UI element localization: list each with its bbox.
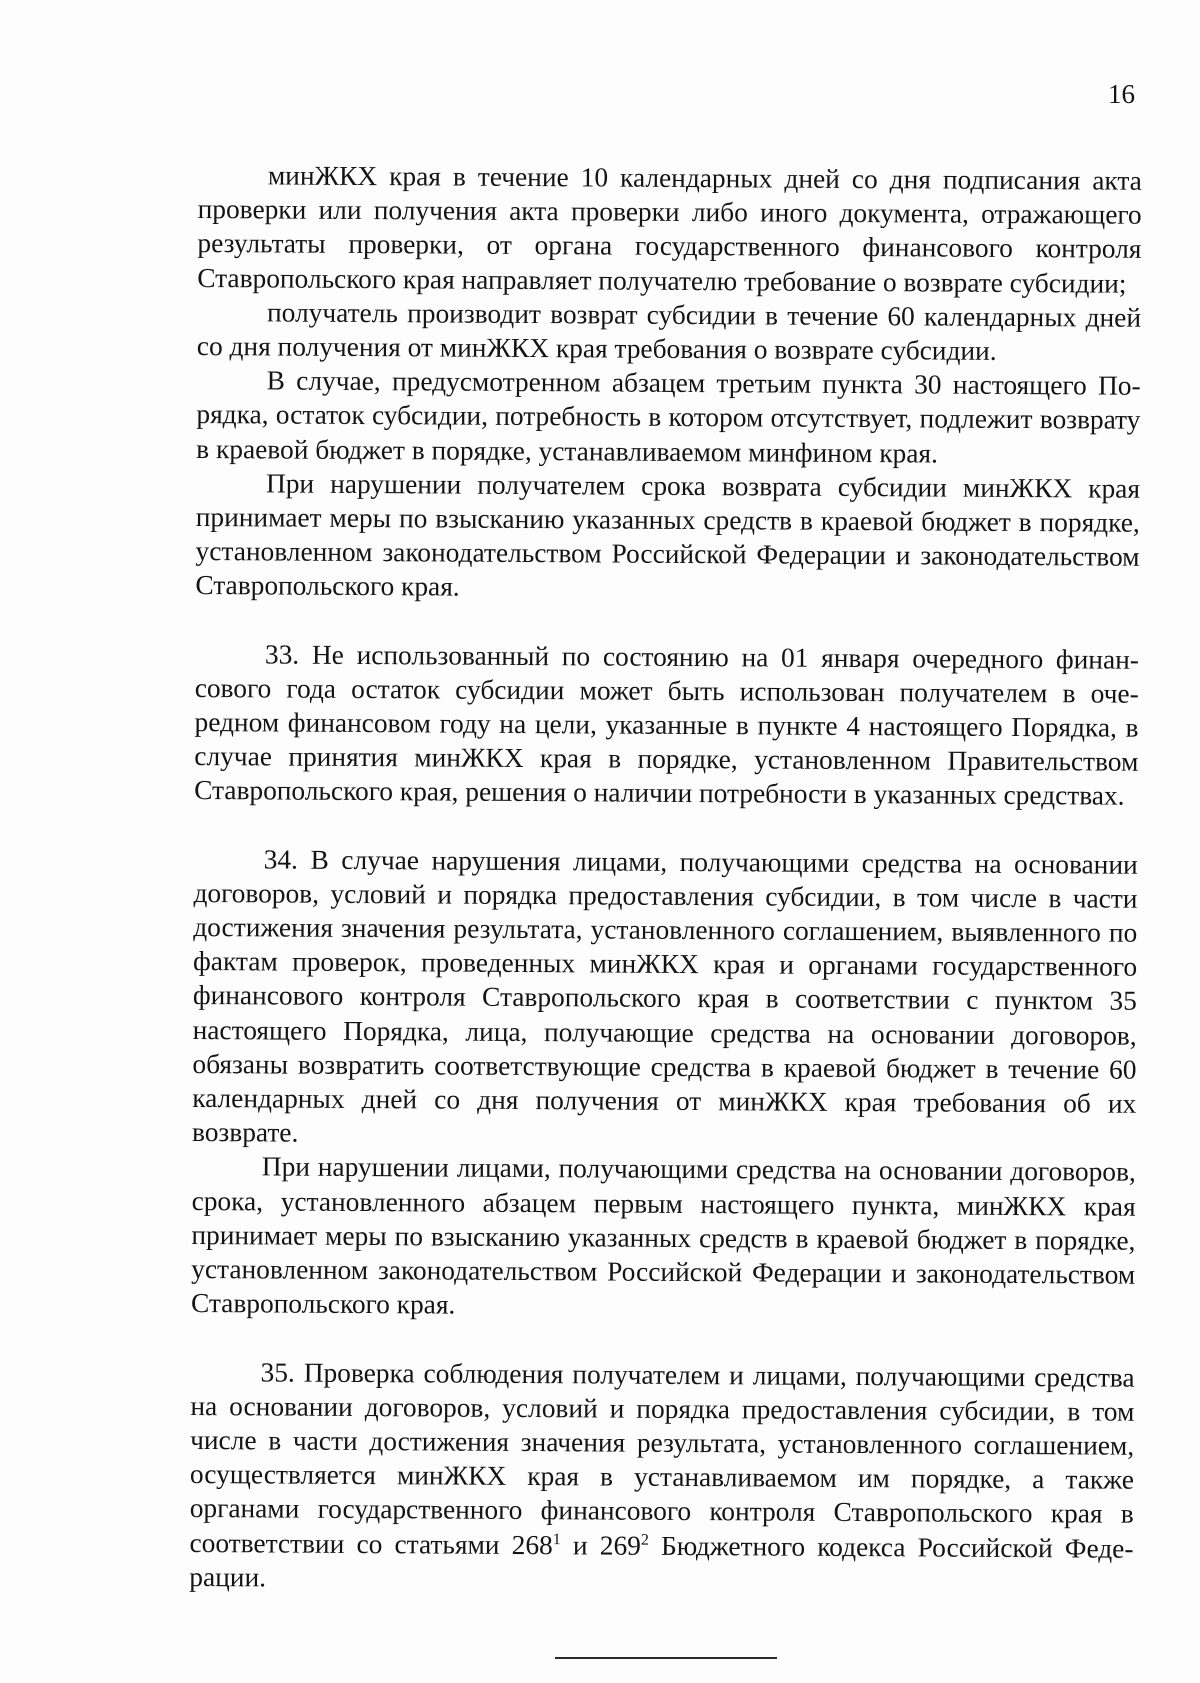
paragraph-clause-34: 34. В случае нарушения лицами, получающими средства на основании договоров, условий и порядка предоставления субсидии, в том числе в части достижения значения результата, установленного соглашением, выявленного по фактам проверок, проведенных минЖКХ края и органами государственного финансового контроля Ставропольского края в соответствии с пунктом 35 настоящего Порядка, лица, получающие средства на основании договоров, обязаны возвратить соответствующие средства в краевой бюджет в течение 60 календарных дней со дня получения от минЖКХ края требования об их возврате. <box>191 844 1138 1148</box>
paragraph-clause-35 <box>189 1354 1134 1599</box>
article-269-superscript: 2 <box>640 1531 649 1549</box>
clause-35-text-part-1: 35. Проверка соблюдения получателем и лицами, получающими средства на основании договоров, условий и порядка предоставления субсидии, в том числе в части достижения значения результата, установленного соглашением, осуществляется минЖКХ края в устанавливаемом им порядке, а также органами государственного финансового контроля Ставропольского края в соответствии со статьями 268 <box>189 1356 1135 1560</box>
clause-35-text-part-2: и 269 <box>560 1529 642 1561</box>
paragraph-clause-34-violation: При нарушении лицами, получающими средства на основании договоров, срока, установленного абзацем первым настоящего пункта, минЖКХ края принимает меры по взысканию указанных средств в краевой бюджет в порядке, установленном законодательством Российской Федерации и законодательством Ставропольского края. <box>190 1151 1136 1320</box>
article-268-superscript: 1 <box>552 1530 561 1548</box>
paragraph-refund-term: получатель производит возврат субсидии в течение 60 календарных дней со дня получения от минЖКХ края требования о возврате субсидии. <box>196 297 1142 366</box>
paragraph-clause-33: 33. Не использованный по состоянию на 01 января очередного финансового года остаток субсидии может быть использован получателем в очередном финансовом году на цели, указанные в пункте 4 настоящего Порядка, в случае принятия минЖКХ края в порядке, установленном Правительством Ставропольского края, решения о наличии потребности в указанных средствах. <box>194 639 1140 812</box>
clause-35-text-part-3: Бюджетного кодекса Российской Федерации. <box>189 1530 1134 1593</box>
paragraph-refund-demand: минЖКХ края в течение 10 календарных дней со дня подписания акта проверки или получения акта проверки либо иного документа, отражающего результаты проверки, от органа государственного финансового контроля Ставропольского края направляет получателю требование о возврате субсидии; <box>197 160 1142 299</box>
page-number: 16 <box>1108 79 1135 109</box>
paragraph-recovery-measures: При нарушении получателем срока возврата субсидии минЖКХ края принимает меры по взысканию указанных средств в краевой бюджет в порядке, установленном законодательством Российской Федерации и законодательством Ставропольского края. <box>195 468 1141 603</box>
document-body <box>189 158 1142 1600</box>
paragraph-subsidy-balance: В случае, предусмотренном абзацем третьим пункта 30 настоящего Порядка, остаток субсидии, потребность в котором отсутствует, подлежит возврату в краевой бюджет в порядке, устанавливаемом минфином края. <box>196 365 1141 469</box>
end-of-text-rule <box>555 1657 777 1659</box>
